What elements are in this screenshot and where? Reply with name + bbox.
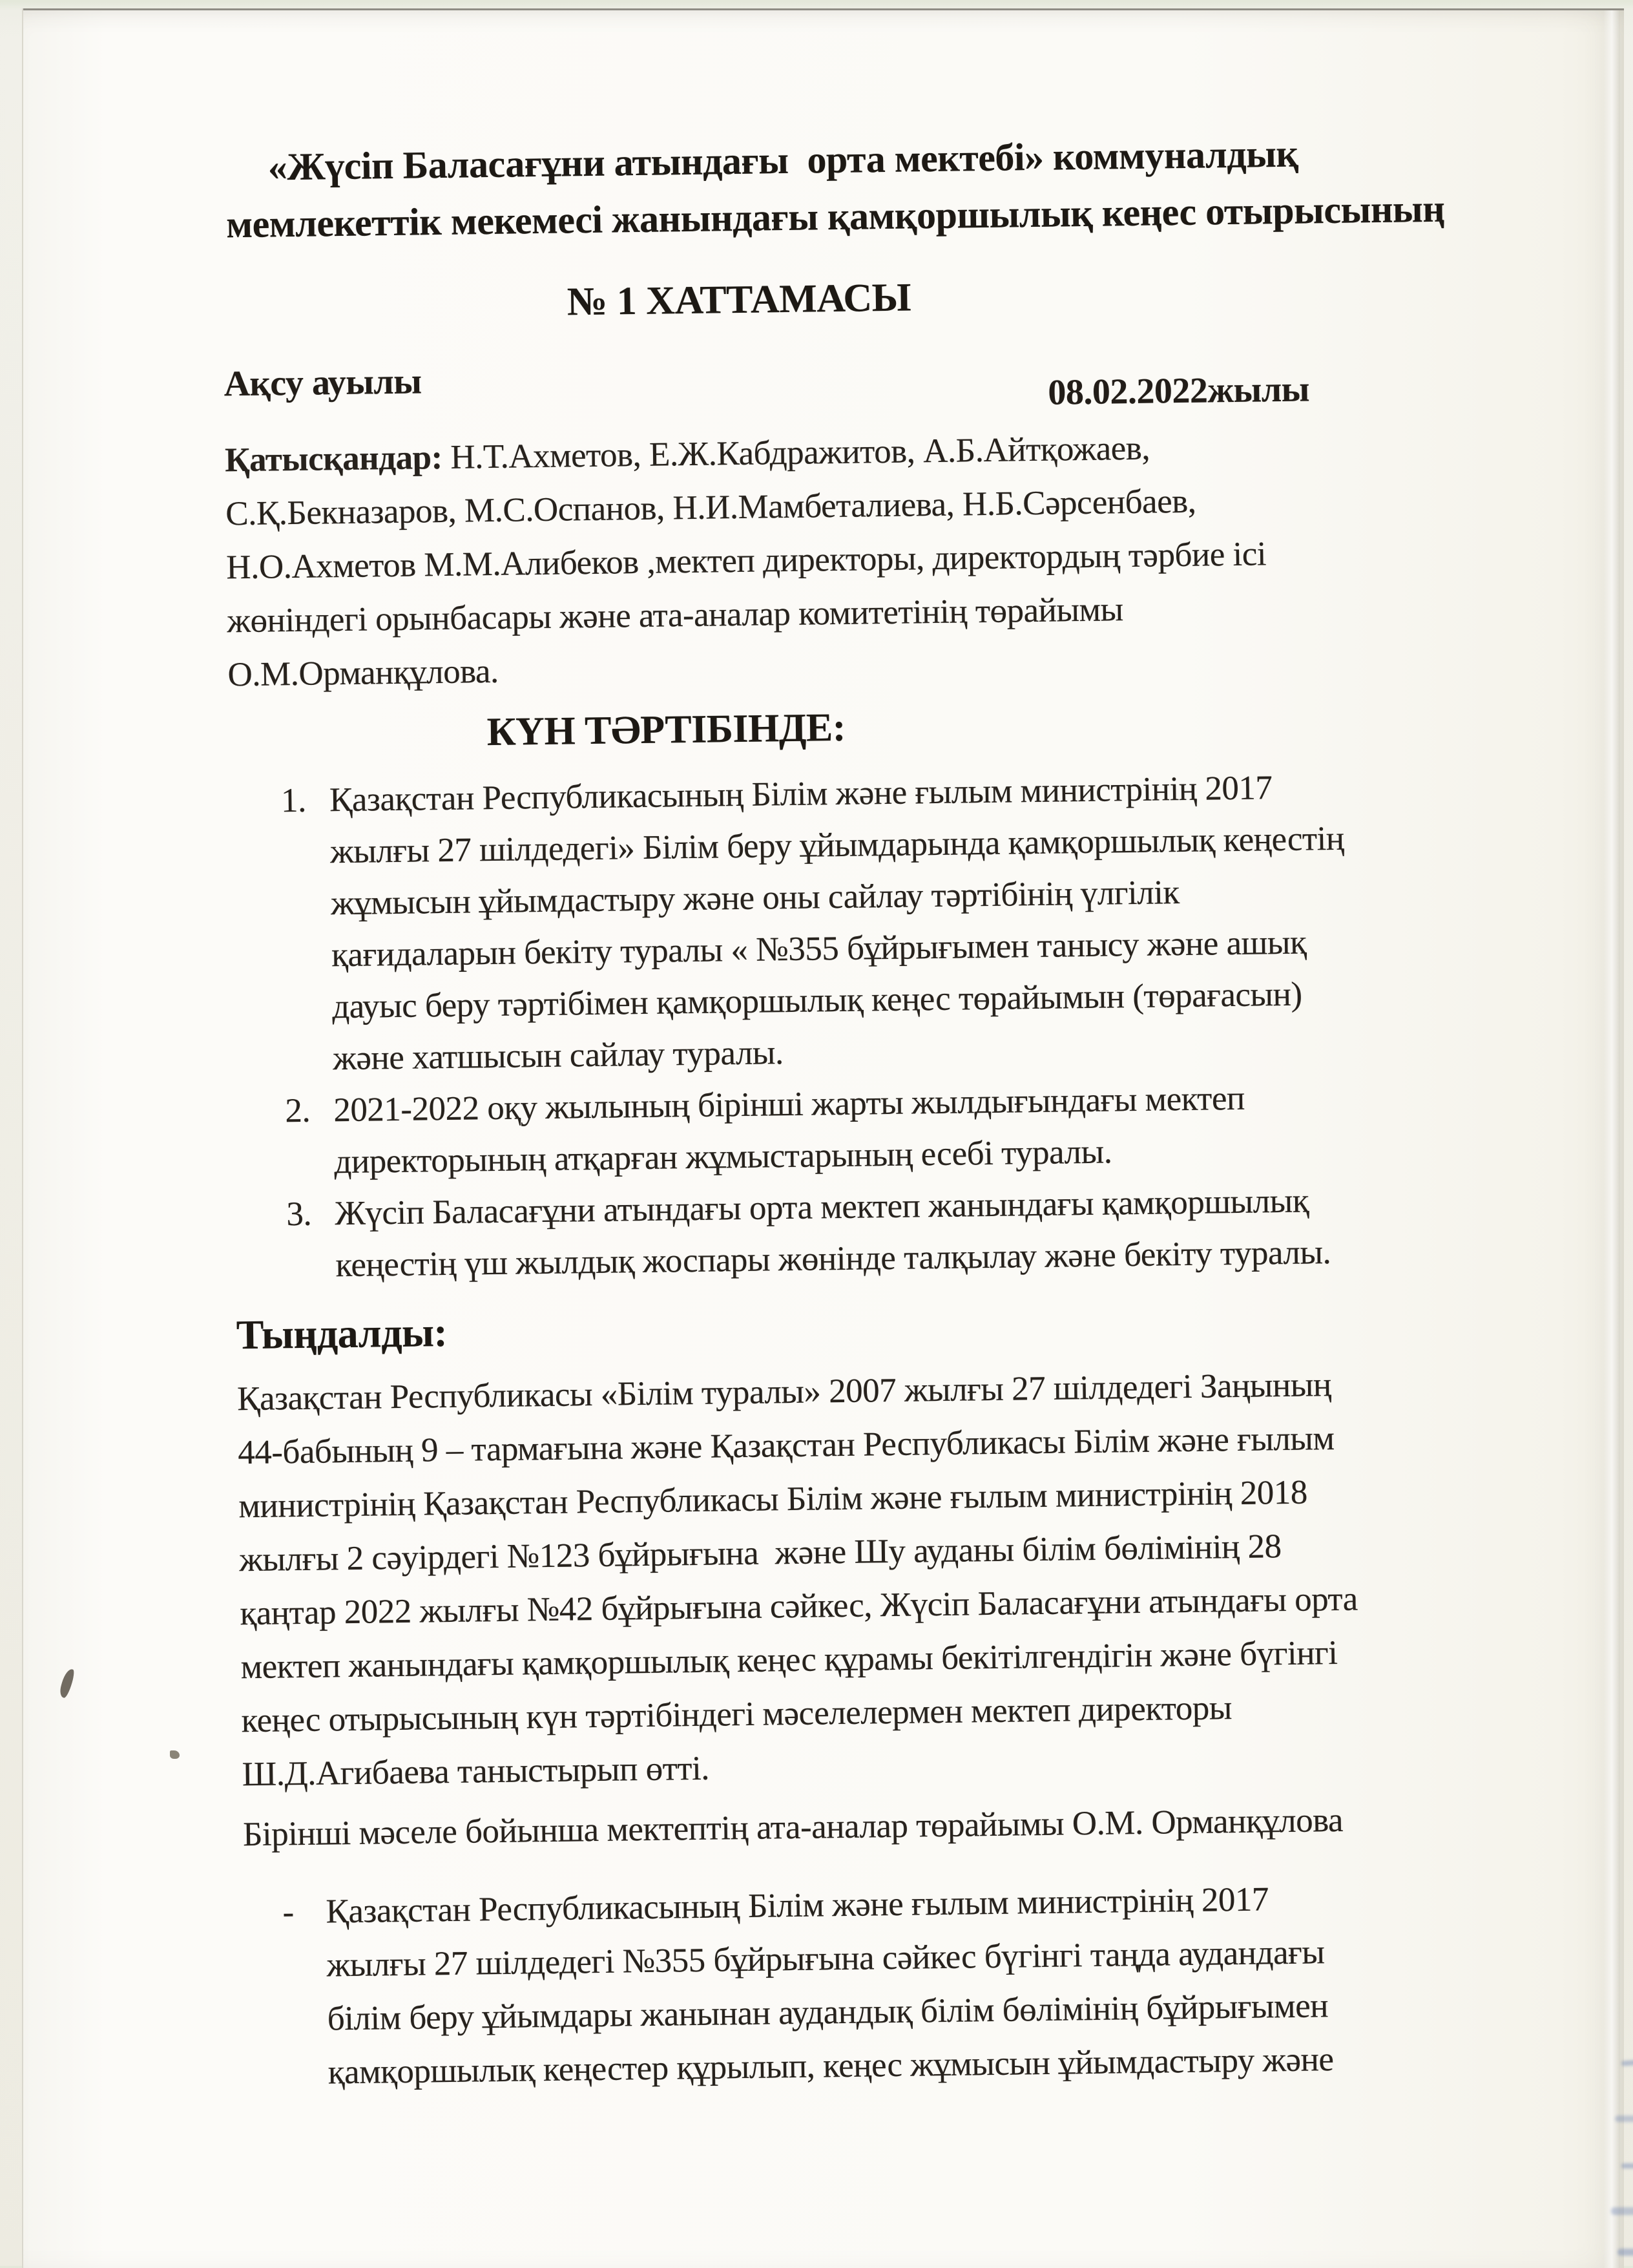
bullet-item [244, 1870, 1473, 2101]
bullet-line: қамқоршылық кеңестер құрылып, кеңес жұмысын ұйымдастыру және [328, 2041, 1334, 2092]
pen-smudge-artifact [1611, 2207, 1633, 2215]
document-title [221, 123, 1450, 253]
participants-line: жөніндегі орынбасары және ата-аналар комитетінің төрайымы [227, 591, 1124, 640]
body-paragraph-line: жылғы 2 сәуірдегі №123 бұйрығына және Шу ауданы білім бөлімінің 28 [239, 1528, 1282, 1579]
pen-smudge-artifact [1621, 2059, 1633, 2066]
pen-smudge-artifact [1617, 2249, 1633, 2256]
participants-paragraph [225, 418, 1455, 702]
document-date: 08.02.2022жылы [1048, 369, 1310, 413]
agenda-item-1 [229, 759, 1461, 1086]
participants-line: Н.О.Ахметов М.М.Алибеков ,мектеп директоры, директордың тәрбие ісі [225, 535, 1267, 587]
agenda-item-3 [234, 1173, 1463, 1292]
bullet-dash-marker: - [282, 1893, 295, 1931]
agenda-item-line: кеңестің үш жылдық жоспары жөнінде талқылау және бекіту туралы. [335, 1234, 1331, 1285]
body-paragraph-line: Ш.Д.Агибаева таныстырып өтті. [242, 1749, 710, 1794]
body-paragraph-line: министрінің Қазақстан Республикасы Білім және ғылым министрінің 2018 [238, 1473, 1308, 1526]
ink-mark-artifact [58, 1668, 76, 1699]
agenda-item-line: 2021-2022 оқу жылының бірінші жарты жылдығындағы мектеп [333, 1079, 1245, 1129]
bullet-line: Қазақстан Республикасының Білім және ғылым министрінің 2017 [326, 1880, 1269, 1931]
ink-speck-artifact [170, 1750, 180, 1759]
document-title-line: мемлекеттік мекемесі жанындағы қамқоршылық кеңес отырысының [225, 187, 1445, 246]
place-name: Ақсу ауылы [224, 361, 422, 404]
participants-label: Қатысқандар: [224, 438, 443, 479]
heard-heading: Тыңдалды: [236, 1309, 448, 1358]
participants-names: Н.Т.Ахметов, Е.Ж.Кабдражитов, А.Б.Айтқожаев, [442, 429, 1150, 476]
agenda-item-line: және хатшысын сайлау туралы. [332, 1034, 784, 1078]
body-paragraph-line: Қазақстан Республикасы «Білім туралы» 2007 жылғы 27 шілдедегі Заңының [236, 1366, 1332, 1418]
first-issue-intro: Бірінші мәселе бойынша мектептің ата-аналар төрайымы О.М. Орманқұлова [242, 1801, 1344, 1854]
body-paragraph-line: қаңтар 2022 жылғы №42 бұйрығына сәйкес, Жүсіп Баласағұни атындағы орта [240, 1580, 1358, 1633]
agenda-item-line: директорының атқарған жұмыстарының есебі туралы. [334, 1133, 1112, 1181]
agenda-list [229, 759, 1463, 1292]
agenda-item-line: жылғы 27 шілдедегі» Білім беру ұйымдарында қамқоршылық кеңестің [329, 819, 1345, 871]
agenda-heading: КҮН ТӘРТІБІНДЕ: [486, 705, 846, 755]
body-paragraph-line: кеңес отырысының күн тәртібіндегі мәселелермен мектеп директоры [241, 1689, 1233, 1740]
document-title-line: «Жүсіп Баласағұни атындағы орта мектебі» коммуналдық [267, 132, 1298, 189]
agenda-item-line: Қазақстан Республикасының Білім және ғылым министрінің 2017 [329, 769, 1273, 819]
bullet-line: жылғы 27 шілдедегі №355 бұйрығына сәйкес бүгінгі таңда аудандағы [326, 1933, 1325, 1984]
place-date-row [224, 346, 1451, 413]
document-content [219, 0, 1473, 2101]
bullet-line: білім беру ұйымдары жанынан аудандық білім бөлімінің бұйрығымен [327, 1987, 1329, 2038]
agenda-item-line: қағидаларын бекіту туралы « №355 бұйрығымен танысу және ашық [331, 923, 1307, 974]
agenda-item-line: жұмысын ұйымдастыру және оны сайлау тәртібінің үлгілік [330, 874, 1180, 923]
document-page [23, 8, 1624, 2268]
agenda-item-number: 2. [284, 1091, 311, 1130]
agenda-item-2 [233, 1069, 1462, 1189]
pen-smudge-artifact [1621, 2163, 1633, 2168]
scan-crease [1603, 10, 1620, 2268]
agenda-item-line: дауыс беру тәртібімен қамқоршылық кеңес төрайымын (төрағасын) [331, 975, 1302, 1026]
protocol-number: № 1 ХАТТАМАСЫ [567, 275, 911, 324]
participants-line: С.Қ.Бекназаров, М.С.Оспанов, Н.И.Мамбеталиева, Н.Б.Сәрсенбаев, [225, 482, 1196, 533]
agenda-item-number: 3. [286, 1195, 312, 1234]
participants-line: О.М.Орманқұлова. [227, 652, 499, 694]
body-paragraph-line: мектеп жанындағы қамқоршылық кеңес құрамы бекітілгендігін және бүгінгі [240, 1634, 1338, 1686]
body-paragraph [237, 1356, 1470, 1801]
agenda-item-line: Жүсіп Баласағұни атындағы орта мектеп жанындағы қамқоршылық [335, 1182, 1309, 1233]
agenda-item-number: 1. [280, 781, 307, 820]
body-paragraph-line: 44-бабының 9 – тармағына және Қазақстан Республикасы Білім және ғылым [237, 1420, 1335, 1472]
pen-smudge-artifact [1615, 2116, 1633, 2122]
